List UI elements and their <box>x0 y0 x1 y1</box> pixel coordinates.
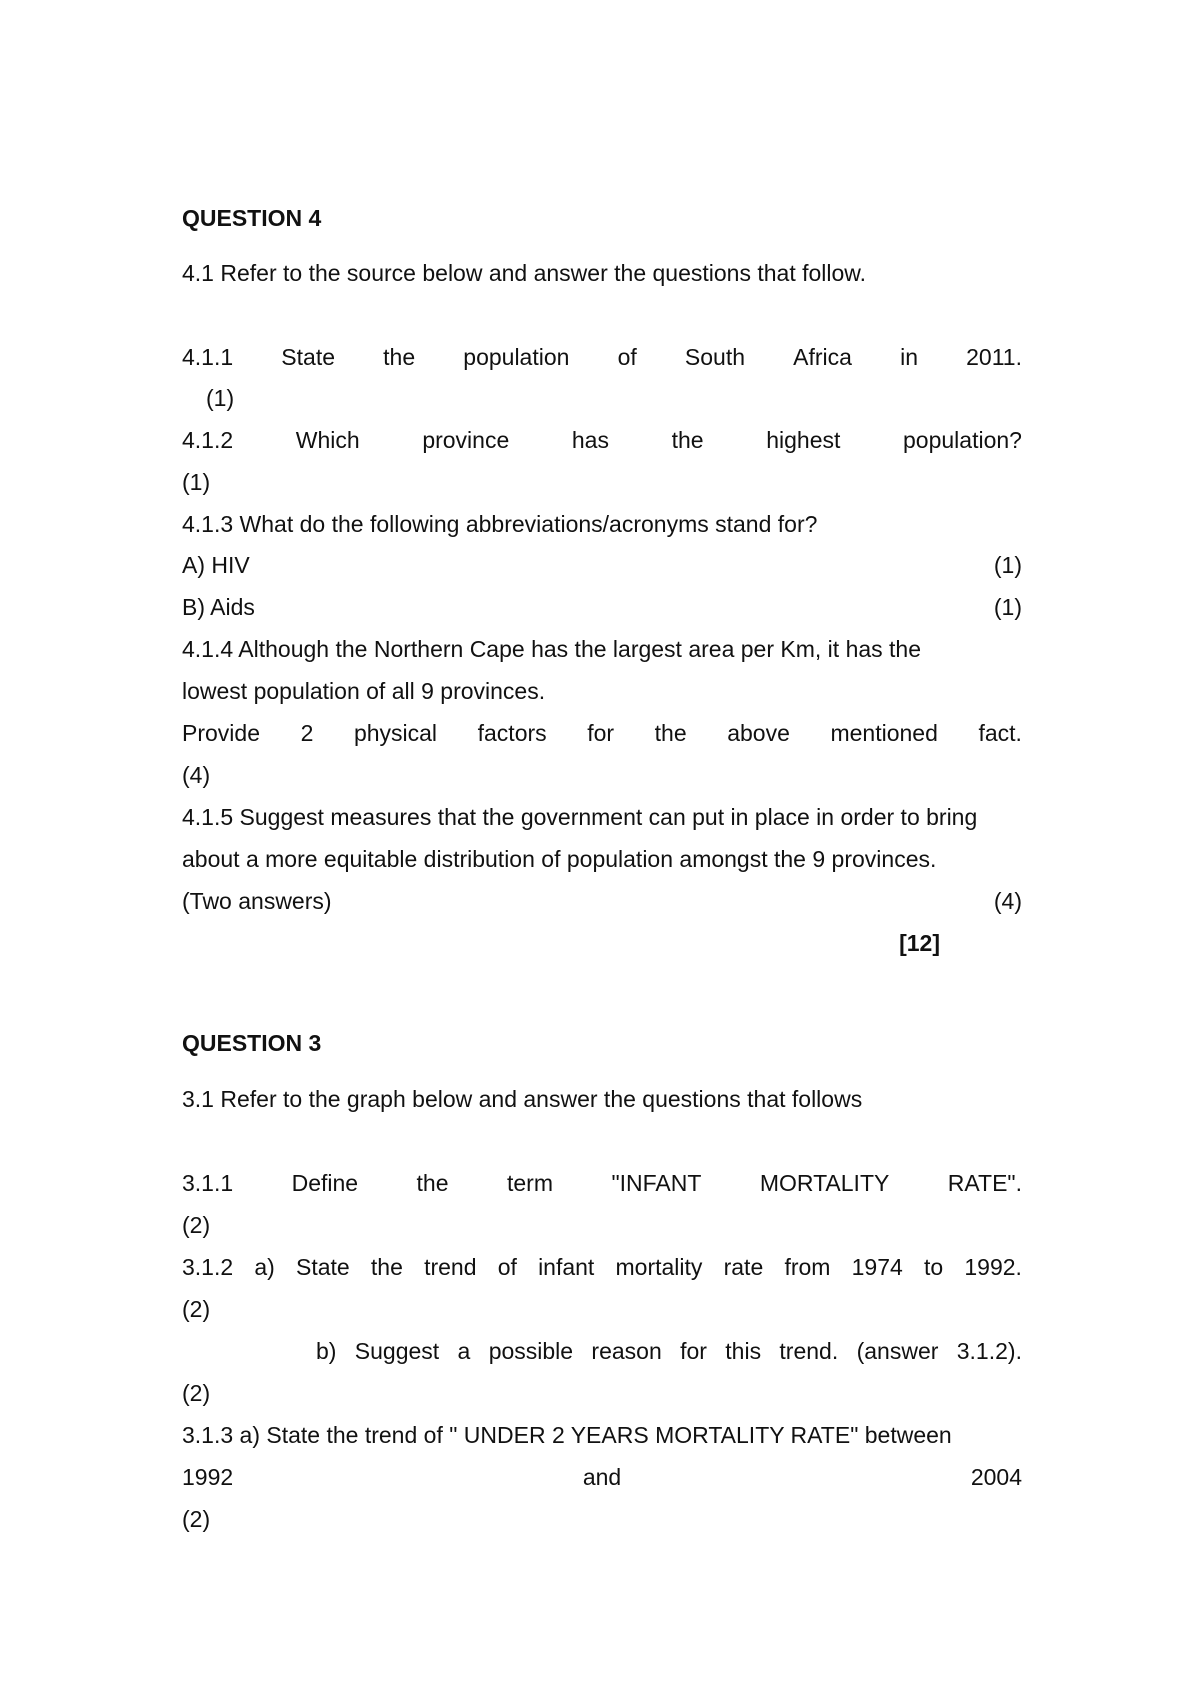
word: of <box>617 344 637 370</box>
word: South <box>684 344 746 370</box>
question-3-1-2-b-marks: (2) <box>182 1380 211 1406</box>
question-3-1-3-marks: (2) <box>182 1506 211 1532</box>
question-3-1-3-line-2 <box>182 1456 1022 1498</box>
question-3-heading: QUESTION 3 <box>182 1030 322 1056</box>
word: to <box>923 1254 944 1280</box>
word: has <box>571 427 609 453</box>
word: province <box>422 427 510 453</box>
question-4-1-4-provide-line <box>182 712 1022 754</box>
word: MORTALITY <box>759 1170 890 1196</box>
question-4-1-1-line <box>182 336 1022 378</box>
word: possible <box>488 1338 574 1364</box>
word: fact. <box>978 720 1022 746</box>
word: the <box>370 1254 403 1280</box>
question-4-1-3-b-label: B) Aids <box>182 594 255 620</box>
question-4-total: [12] <box>899 930 940 956</box>
question-4-1-3-b-line <box>182 586 1022 628</box>
question-3-1-intro: 3.1 Refer to the graph below and answer the questions that follows <box>182 1086 863 1112</box>
word: mortality <box>615 1254 703 1280</box>
word: a <box>457 1338 471 1364</box>
question-4-1-3-a-marks: (1) <box>993 552 1022 578</box>
word: 4.1.2 <box>182 427 234 453</box>
word: reason <box>591 1338 662 1364</box>
word: 1974 <box>851 1254 903 1280</box>
question-4-1-5-marks: (4) <box>993 888 1022 914</box>
word: State <box>295 1254 350 1280</box>
word: trend <box>424 1254 477 1280</box>
word: the <box>671 427 704 453</box>
word: in <box>900 344 918 370</box>
question-4-heading: QUESTION 4 <box>182 205 322 231</box>
question-4-1-5-line-3 <box>182 880 1022 922</box>
word: the <box>416 1170 449 1196</box>
word: 1992. <box>964 1254 1022 1280</box>
word: Provide <box>182 720 260 746</box>
word: trend. <box>779 1338 839 1364</box>
word: above <box>727 720 790 746</box>
word: and <box>582 1464 622 1490</box>
question-3-1-2-b-line <box>316 1330 1022 1372</box>
word: "INFANT <box>611 1170 702 1196</box>
question-3-1-1-line <box>182 1162 1022 1204</box>
word: Define <box>291 1170 359 1196</box>
word: term <box>506 1170 553 1196</box>
word: mentioned <box>830 720 938 746</box>
question-4-1-5-two-answers: (Two answers) <box>182 888 332 914</box>
question-4-1-5-line-1: 4.1.5 Suggest measures that the government can put in place in order to bring <box>182 804 978 830</box>
word: physical <box>353 720 438 746</box>
word: population <box>463 344 570 370</box>
word: 3.1.2). <box>956 1338 1022 1364</box>
word: 1992 <box>182 1464 234 1490</box>
question-4-1-5-line-2: about a more equitable distribution of population amongst the 9 provinces. <box>182 846 937 872</box>
word: 2 <box>300 720 314 746</box>
word: Which <box>295 427 360 453</box>
question-3-1-1-marks: (2) <box>182 1212 211 1238</box>
question-4-1-3-a-label: A) HIV <box>182 552 250 578</box>
question-4-1-3-text: 4.1.3 What do the following abbreviations/acronyms stand for? <box>182 511 818 537</box>
question-3-1-3-line-1: 3.1.3 a) State the trend of " UNDER 2 YEARS MORTALITY RATE" between <box>182 1422 952 1448</box>
word: from <box>784 1254 831 1280</box>
question-3-1-2-a-marks: (2) <box>182 1296 211 1322</box>
word: 3.1.2 <box>182 1254 234 1280</box>
word: b) <box>316 1338 337 1364</box>
question-4-1-4-marks: (4) <box>182 762 211 788</box>
question-4-1-1-marks: (1) <box>206 385 235 411</box>
question-4-1-3-b-marks: (1) <box>993 594 1022 620</box>
word: highest <box>766 427 841 453</box>
word: 3.1.1 <box>182 1170 234 1196</box>
word: a) <box>254 1254 275 1280</box>
question-4-1-4-line-1: 4.1.4 Although the Northern Cape has the largest area per Km, it has the <box>182 636 922 662</box>
word: State <box>281 344 336 370</box>
word: RATE". <box>947 1170 1022 1196</box>
word: for <box>587 720 615 746</box>
word: this <box>725 1338 762 1364</box>
word: 4.1.1 <box>182 344 234 370</box>
question-3-1-2-a-line <box>182 1246 1022 1288</box>
question-4-1-2-line <box>182 419 1022 461</box>
question-4-1-2-marks: (1) <box>182 469 211 495</box>
word: rate <box>723 1254 764 1280</box>
word: the <box>383 344 416 370</box>
question-4-1-4-line-2: lowest population of all 9 provinces. <box>182 678 546 704</box>
word: population? <box>903 427 1022 453</box>
question-4-1-3-a-line <box>182 544 1022 586</box>
word: the <box>654 720 687 746</box>
word: Suggest <box>354 1338 440 1364</box>
word: of <box>497 1254 517 1280</box>
word: Africa <box>793 344 852 370</box>
word: for <box>680 1338 707 1364</box>
word: (answer <box>856 1338 939 1364</box>
word: factors <box>477 720 547 746</box>
word: 2004 <box>970 1464 1022 1490</box>
question-4-1-intro: 4.1 Refer to the source below and answer the questions that follow. <box>182 260 867 286</box>
word: 2011. <box>966 344 1022 370</box>
word: infant <box>538 1254 595 1280</box>
